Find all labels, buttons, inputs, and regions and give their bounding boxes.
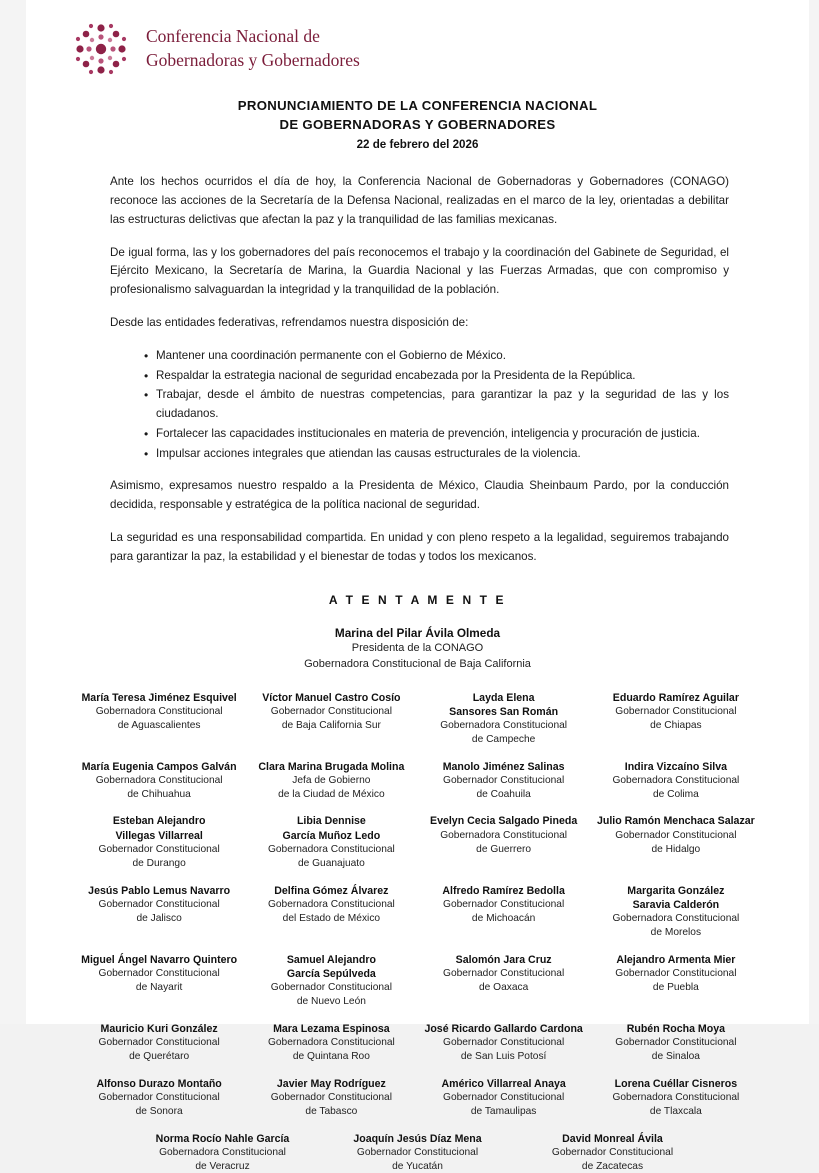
signatory-entry xyxy=(595,691,757,747)
signatory-entry xyxy=(423,1022,585,1064)
signatory-role-line1: Gobernador Constitucional xyxy=(615,705,737,717)
signatory-role-line2: de Campeche xyxy=(471,733,536,745)
signatory-name: Margarita González Saravia Calderón xyxy=(627,884,725,911)
paragraph-4: Asimismo, expresamos nuestro respaldo a la Presidenta de México, Claudia Sheinbaum Pardo, por la conducción decidida, responsable y estratégica de la política nacional de seguridad. xyxy=(110,479,729,512)
signatory-role-line1: Gobernador Constitucional xyxy=(356,1146,479,1158)
paragraph-3: Desde las entidades federativas, refrendamos nuestra disposición de: xyxy=(110,315,469,329)
signatory-entry xyxy=(423,1077,585,1119)
signatory-entry xyxy=(130,1132,315,1173)
signatory-name: María Teresa Jiménez Esquivel xyxy=(81,691,237,704)
signatory-name: Salomón Jara Cruz xyxy=(455,953,552,966)
signatory-role-line1: Gobernadora Constitucional xyxy=(440,829,568,841)
signatory-role-line2: de San Luis Potosí xyxy=(460,1050,547,1062)
signatory-name: Samuel Alejandro García Sepúlveda xyxy=(286,953,376,981)
logo-wordmark xyxy=(146,25,360,72)
logo-wordmark-line2: Gobernadoras y Gobernadores xyxy=(146,50,360,70)
signatory-name: Layda Elena Sansores San Román xyxy=(449,691,559,718)
signatory-role-line1: Gobernador Constitucional xyxy=(98,1037,220,1049)
signatory-role-line2: de Yucatán xyxy=(392,1160,443,1172)
signatory-role-line2: de Michoacán xyxy=(471,912,536,924)
signatory-role-line1: Gobernador Constitucional xyxy=(98,968,220,980)
signatory-role-line2: de Quintana Roo xyxy=(292,1050,370,1062)
title-line-2: DE GOBERNADORAS Y GOBERNADORES xyxy=(279,117,556,133)
signatory-name: Rubén Rocha Moya xyxy=(626,1022,726,1035)
signatory-role-line1: Gobernadora Constitucional xyxy=(267,898,395,910)
signatory-entry xyxy=(423,691,585,747)
signatories-grid xyxy=(70,691,765,1119)
signatory-role-line1: Gobernador Constitucional xyxy=(615,1037,737,1049)
signatory-name: Norma Rocío Nahle García xyxy=(155,1132,290,1145)
president-role-line1: Presidenta de la CONAGO xyxy=(351,642,484,655)
signatory-name: Evelyn Cecia Salgado Pineda xyxy=(430,815,578,828)
signatory-entry xyxy=(78,760,240,802)
signatory-role-line2: de Tabasco xyxy=(305,1105,358,1117)
signatory-entry xyxy=(250,953,412,1009)
signatory-role-line2: de Veracruz xyxy=(195,1160,250,1172)
signatory-entry xyxy=(423,953,585,1009)
signatory-role-line2: de Jalisco xyxy=(136,912,182,924)
signatory-role-line1: Gobernador Constitucional xyxy=(98,1091,220,1103)
signatory-name: Alfonso Durazo Montaño xyxy=(96,1077,222,1090)
signatory-name: Joaquín Jesús Díaz Mena xyxy=(353,1132,482,1145)
signatory-role-line1: Gobernadora Constitucional xyxy=(95,774,223,786)
signatory-name: Mara Lezama Espinosa xyxy=(273,1022,390,1035)
list-item: • Mantener una coordinación permanente con el Gobierno de México. xyxy=(144,347,729,366)
signatory-role-line1: Gobernador Constitucional xyxy=(270,1091,392,1103)
signatory-entry xyxy=(595,953,757,1009)
signatory-entry xyxy=(250,691,412,747)
signatory-name: Alejandro Armenta Mier xyxy=(616,953,736,966)
signatory-role-line1: Gobernadora Constitucional xyxy=(267,1037,395,1049)
signatory-entry xyxy=(250,884,412,940)
signatory-name: Miguel Ángel Navarro Quintero xyxy=(81,953,238,966)
signatory-name: Julio Ramón Menchaca Salazar xyxy=(596,815,755,828)
signatory-role-line2: de Nuevo León xyxy=(296,996,366,1008)
signatory-entry xyxy=(78,1077,240,1119)
signatory-name: Clara Marina Brugada Molina xyxy=(258,760,405,773)
signatory-role-line2: de Puebla xyxy=(652,981,699,993)
signatory-role-line1: Gobernador Constitucional xyxy=(551,1146,674,1158)
signatory-name: José Ricardo Gallardo Cardona xyxy=(424,1022,583,1035)
signatory-entry xyxy=(78,691,240,747)
signatory-name: Javier May Rodríguez xyxy=(276,1077,386,1090)
signatory-name: María Eugenia Campos Galván xyxy=(81,760,237,773)
signatory-role-line2: de Nayarit xyxy=(135,981,183,993)
signatory-role-line1: Gobernadora Constitucional xyxy=(159,1146,286,1158)
signatory-role-line2: de Durango xyxy=(132,857,186,869)
signatory-name: Libia Dennise García Muñoz Ledo xyxy=(282,815,381,842)
signatory-role-line2: de Sonora xyxy=(135,1105,183,1117)
signatory-name: Mauricio Kuri González xyxy=(100,1022,218,1035)
signatory-name: Indira Vizcaíno Silva xyxy=(624,760,727,773)
document-date: 22 de febrero del 2026 xyxy=(356,138,479,152)
signatory-role-line1: Gobernador Constitucional xyxy=(443,774,565,786)
signatory-entry xyxy=(595,1077,757,1119)
signatory-role-line2: de Sinaloa xyxy=(651,1050,700,1062)
signatory-name: Delfina Gómez Álvarez xyxy=(274,884,389,897)
document-title xyxy=(70,96,765,151)
signatory-role-line1: Gobernadora Constitucional xyxy=(440,720,568,732)
logo-wordmark-line1: Conferencia Nacional de xyxy=(146,26,320,47)
signatory-role-line1: Gobernador Constitucional xyxy=(270,705,392,717)
list-item: • Fortalecer las capacidades institucionales en materia de prevención, inteligencia y procuración de justicia. xyxy=(144,425,729,444)
signatory-name: David Monreal Ávila xyxy=(562,1132,663,1145)
paragraph-2: De igual forma, las y los gobernadores del país reconocemos el trabajo y la coordinación del Gabinete de Seguridad, el Ejército Mexicano, la Secretaría de Marina, la Guardia Nacional y las Fuerzas Armadas, que con compromiso y profesionalismo salvaguardan la integridad y la tranquilidad de la población. xyxy=(110,245,729,297)
signatory-entry xyxy=(78,1022,240,1064)
president-signature xyxy=(70,625,765,673)
president-role-line2: Gobernadora Constitucional de Baja California xyxy=(304,657,531,670)
title-line-1: PRONUNCIAMIENTO DE LA CONFERENCIA NACIONAL xyxy=(237,98,598,113)
signatory-name: Lorena Cuéllar Cisneros xyxy=(614,1077,738,1090)
signatory-role-line1: Gobernador Constitucional xyxy=(443,968,565,980)
signatory-role-line1: Gobernador Constitucional xyxy=(98,898,220,910)
document-header xyxy=(70,0,765,80)
signatory-role-line2: de Querétaro xyxy=(129,1050,190,1062)
signatory-name: Manolo Jiménez Salinas xyxy=(442,760,565,773)
signatory-role-line1: Gobernador Constitucional xyxy=(270,982,392,994)
signatory-role-line1: Gobernadora Constitucional xyxy=(612,1091,740,1103)
signatory-role-line2: de Oaxaca xyxy=(478,981,529,993)
signatory-role-line1: Gobernador Constitucional xyxy=(615,829,737,841)
signatory-entry xyxy=(423,814,585,870)
signatory-role-line1: Gobernadora Constitucional xyxy=(267,844,395,856)
signatory-entry xyxy=(250,760,412,802)
signatory-role-line2: de Chihuahua xyxy=(127,788,191,800)
signatory-entry xyxy=(595,884,757,940)
signatory-role-line1: Gobernador Constitucional xyxy=(98,844,220,856)
signatory-role-line2: de Tlaxcala xyxy=(649,1105,702,1117)
signatory-role-line1: Gobernador Constitucional xyxy=(443,898,565,910)
signatory-role-line2: de Tamaulipas xyxy=(470,1105,537,1117)
signatory-role-line1: Gobernador Constitucional xyxy=(443,1037,565,1049)
signatory-entry xyxy=(78,884,240,940)
signatory-role-line1: Jefa de Gobierno xyxy=(292,774,371,786)
signatory-entry xyxy=(423,760,585,802)
signatory-role-line2: de Hidalgo xyxy=(651,843,701,855)
signatory-entry xyxy=(595,814,757,870)
signatory-role-line1: Gobernador Constitucional xyxy=(443,1091,565,1103)
signatory-role-line2: de Aguascalientes xyxy=(117,719,201,731)
signatory-name: Américo Villarreal Anaya xyxy=(441,1077,566,1090)
signatory-role-line2: de Morelos xyxy=(650,926,702,938)
signatory-name: Jesús Pablo Lemus Navarro xyxy=(88,884,231,897)
conago-floral-emblem-icon xyxy=(70,18,132,80)
commitments-list xyxy=(110,347,729,464)
paragraph-5: La seguridad es una responsabilidad compartida. En unidad y con pleno respeto a la legalidad, seguiremos trabajando para garantizar la paz, la estabilidad y el bienestar de todas y todos los mexicanos. xyxy=(110,531,729,563)
signatory-entry xyxy=(250,1077,412,1119)
document-body xyxy=(70,173,765,566)
signatory-name: Eduardo Ramírez Aguilar xyxy=(612,691,739,704)
president-name: Marina del Pilar Ávila Olmeda xyxy=(334,625,501,640)
signatory-entry xyxy=(78,953,240,1009)
signatory-name: Esteban Alejandro Villegas Villarreal xyxy=(112,815,206,842)
signatory-entry xyxy=(595,760,757,802)
signatory-role-line2: de Guanajuato xyxy=(297,857,365,869)
signatory-entry xyxy=(250,814,412,870)
signatory-entry xyxy=(78,814,240,870)
list-item: • Respaldar la estrategia nacional de seguridad encabezada por la Presidenta de la República. xyxy=(144,367,729,386)
signatory-role-line2: de Guerrero xyxy=(476,843,532,855)
signatory-entry xyxy=(325,1132,510,1173)
signatory-role-line1: Gobernadora Constitucional xyxy=(95,705,223,717)
signatory-entry xyxy=(423,884,585,940)
list-item: • Impulsar acciones integrales que atiendan las causas estructurales de la violencia. xyxy=(144,445,729,464)
signatories-grid-last-row xyxy=(70,1132,765,1173)
signatory-role-line1: Gobernador Constitucional xyxy=(615,968,737,980)
signatory-name: Víctor Manuel Castro Cosío xyxy=(262,691,401,704)
signatory-role-line2: de Coahuila xyxy=(476,788,531,800)
list-item: • Trabajar, desde el ámbito de nuestras competencias, para garantizar la paz y la seguridad de las y los ciudadanos. xyxy=(144,386,729,424)
signatory-role-line2: de la Ciudad de México xyxy=(278,788,385,800)
signatory-role-line2: de Chiapas xyxy=(650,719,702,731)
signatory-entry xyxy=(250,1022,412,1064)
signatory-role-line1: Gobernadora Constitucional xyxy=(612,913,740,925)
signatory-role-line2: de Baja California Sur xyxy=(281,719,381,731)
paragraph-1: Ante los hechos ocurridos el día de hoy, la Conferencia Nacional de Gobernadoras y Gobernadores (CONAGO) reconoce las acciones de la Secretaría de la Defensa Nacional, realizadas en el marco de la ley, orientadas a debilitar las estructuras delictivas que afectan la paz y la tranquilidad de las familias mexicanas. xyxy=(110,175,729,226)
signatory-role-line1: Gobernadora Constitucional xyxy=(612,774,740,786)
signatory-role-line2: de Colima xyxy=(652,788,699,800)
signatory-entry xyxy=(520,1132,705,1173)
closing-salutation: A T E N T A M E N T E xyxy=(328,592,507,607)
signatory-role-line2: del Estado de México xyxy=(282,912,381,924)
signatory-name: Alfredo Ramírez Bedolla xyxy=(442,884,565,897)
signatory-role-line2: de Zacatecas xyxy=(581,1160,644,1172)
signatory-entry xyxy=(595,1022,757,1064)
